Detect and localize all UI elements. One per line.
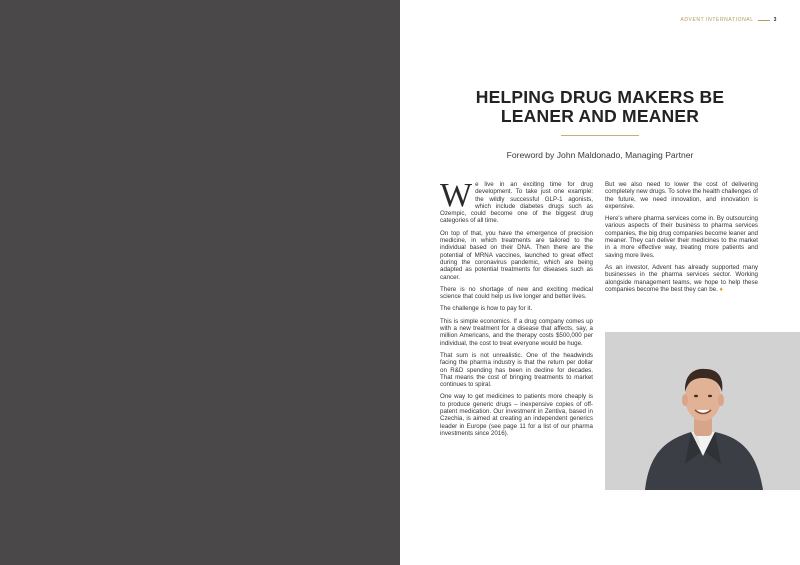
- header-company: ADVENT INTERNATIONAL: [680, 17, 754, 23]
- paragraph: One way to get medicines to patients more cheaply is to produce generic drugs – inexpensive copies of off-patent medication. Our investment in Zentiva, based in Czechia, is aimed at creating an independent generics leader in Europe (see page 11 for a list of our pharma investments since 2016).: [440, 393, 593, 437]
- paragraph: [605, 264, 758, 293]
- right-page: [400, 0, 800, 565]
- title-line-1: HELPING DRUG MAKERS BE: [475, 87, 725, 107]
- end-mark-icon: ♦: [719, 285, 723, 293]
- title-divider: [561, 135, 639, 136]
- paragraph-text: As an investor, Advent has already supported many businesses in the pharma services sector. Working alongside management teams, we hope to help these companies become the best they can be.: [605, 263, 758, 293]
- paragraph: This is simple economics. If a drug company comes up with a new treatment for a disease that affects, say, a million Americans, and the therapy costs $500,000 per individual, the cost to treat everyone would be huge.: [440, 317, 593, 347]
- running-header: [680, 17, 777, 23]
- foreword-byline: Foreword by John Maldonado, Managing Partner: [506, 150, 694, 160]
- portrait-illustration: [605, 332, 800, 490]
- paragraph: But we also need to lower the cost of delivering completely new drugs. To solve the health challenges of the future, we need innovation, and innovation is expensive.: [605, 181, 758, 210]
- header-rule: [758, 20, 770, 21]
- paragraph: There is no shortage of new and exciting medical science that could help us live longer and better lives.: [440, 285, 593, 301]
- paragraph: The challenge is how to pay for it.: [440, 305, 533, 313]
- paragraph: [440, 177, 593, 225]
- title-line-2: LEANER AND MEANER: [500, 106, 700, 126]
- article-title: [400, 88, 800, 126]
- paragraph-text: e live in an exciting time for drug development. To take just one example: the wildly successful GLP-1 agonists, which include diabetes drugs such as Ozempic, could become one of the biggest drug categories of all time.: [440, 181, 593, 225]
- paragraph: That sum is not unrealistic. One of the headwinds facing the pharma industry is that the return per dollar on R&D spending has been in decline for decades. That means the cost of bringing treatments to market continues to spiral.: [440, 351, 593, 389]
- drop-cap: W: [440, 177, 473, 214]
- portrait-photo: [605, 332, 800, 490]
- left-text-column: [440, 177, 593, 442]
- right-text-column: [605, 181, 758, 298]
- paragraph: On top of that, you have the emergence of precision medicine, in which treatments are tailored to the individual based on their DNA. Then there are the potential of MRNA vaccines, launched to great effect during the coronavirus pandemic, which are being adapted as potential treatments for diseases such as cancer.: [440, 229, 593, 281]
- page-number: 3: [773, 17, 777, 23]
- paragraph: Here's where pharma services come in. By outsourcing various aspects of their business to pharma services companies, the big drug companies become leaner and meaner. They can deliver their medicines to the market in a more effective way, treating more patients and saving more lives.: [605, 215, 758, 259]
